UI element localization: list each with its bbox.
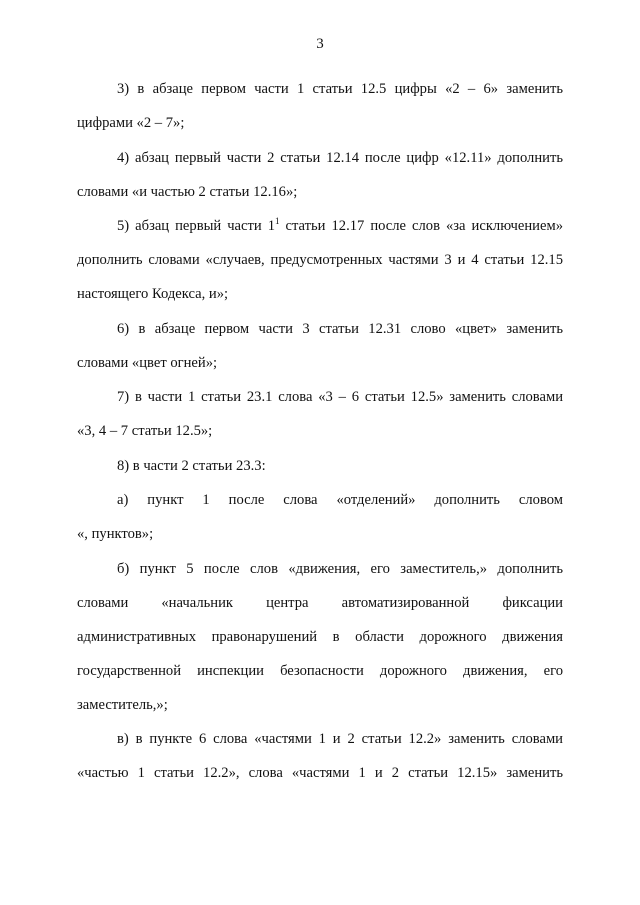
text-line: настоящего Кодекса, и»; [77, 286, 229, 302]
paragraph-item-7 [77, 380, 563, 448]
text-line: б) пункт 5 после слов «движения, его заместитель,» дополнить [117, 560, 563, 577]
text-line: в) в пункте 6 слова «частями 1 и 2 статьи 12.2» заменить словами [117, 731, 563, 747]
text-line: дополнить словами «случаев, предусмотренных частями 3 и 4 статьи 12.15 [77, 252, 563, 268]
text-line: государственной инспекции безопасности дорожного движения, его [77, 662, 563, 679]
text-line: 6) в абзаце первом части 3 статьи 12.31 слово «цвет» заменить [117, 320, 563, 337]
text-line: словами «цвет огней»; [77, 354, 218, 371]
text-line: «3, 4 – 7 статьи 12.5»; [77, 423, 213, 439]
paragraph-item-8 [77, 449, 563, 483]
text-line [77, 209, 563, 243]
paragraph-item-5 [77, 209, 563, 311]
text-line: «частью 1 статьи 12.2», слова «частями 1 и 2 статьи 12.15» заменить [77, 765, 563, 781]
text-fragment: 5) абзац первый части 1 [117, 218, 275, 234]
paragraph-item-6 [77, 312, 563, 380]
text-line: словами «начальник центра автоматизированной фиксации [77, 594, 563, 611]
text-line: административных правонарушений в области дорожного движения [77, 628, 563, 645]
text-line: словами «и частью 2 статьи 12.16»; [77, 183, 298, 200]
text-line: цифрами «2 – 7»; [77, 115, 185, 131]
text-line: 7) в части 1 статьи 23.1 слова «3 – 6 статьи 12.5» заменить словами [117, 389, 563, 405]
paragraph-item-8b [77, 552, 563, 722]
text-line: 4) абзац первый части 2 статьи 12.14 после цифр «12.11» дополнить [117, 149, 563, 166]
text-fragment: статьи 12.17 после слов «за исключением» [279, 218, 563, 234]
text-line: 3) в абзаце первом части 1 статьи 12.5 цифры «2 – 6» заменить [117, 81, 563, 97]
text-line: 8) в части 2 статьи 23.3: [117, 457, 266, 474]
text-line: заместитель,»; [77, 696, 168, 713]
paragraph-item-4 [77, 141, 563, 209]
text-line: «, пунктов»; [77, 526, 154, 542]
paragraph-item-3 [77, 72, 563, 140]
document-body [77, 72, 563, 790]
text-line: а) пункт 1 после слова «отделений» дополнить словом [117, 492, 563, 508]
page-number: 3 [316, 36, 324, 52]
paragraph-item-8a [77, 483, 563, 551]
superscript-marker: 1 [275, 216, 280, 226]
paragraph-item-8v [77, 722, 563, 790]
